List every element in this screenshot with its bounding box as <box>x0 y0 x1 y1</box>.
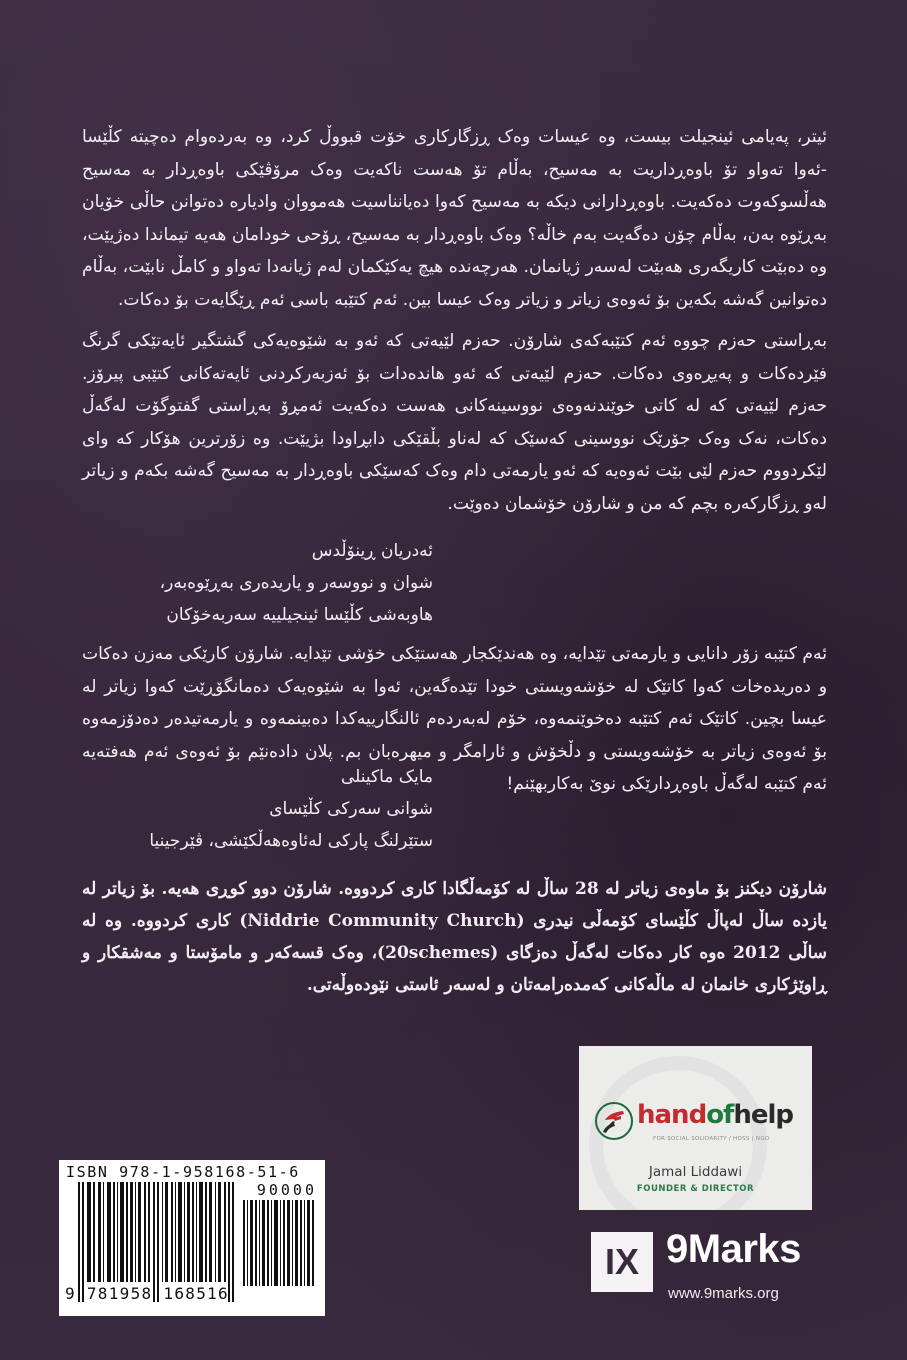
sponsor-tagline: FOR SOCIAL SOLIDARITY / HOSS | NGO <box>653 1136 770 1142</box>
paragraph-text: ئیتر، پەیامی ئینجیلت بیست، وە عیسات وەک ڕزگارکاری خۆت قبووڵ کرد، وە بەردەوام دەچیتە کڵێسا -ئەوا تەواو تۆ باوەڕداریت بە مەسیح، بەڵام تۆ هەست ناکەیت وەک مرۆڤێکی باوەڕدار بە مەسیح هەڵسوکەوت دەکەیت. باوەڕدارانی دیکە بە مەسیح کەوا دەیانناسیت هەمووان وادیارە دەتوانن حاڵی خۆیان بەڕێوە بەن، بەڵام چۆن دەگەیت بەم خاڵە؟ وەک باوەڕدار بە مەسیح، ڕۆحی خودامان هەیە تیماندا دەژیێت، وە دەبێت کاریگەری هەبێت لەسەر ژیانمان. هەرچەندە هیچ یەکێکمان لەم ژیانەدا تەواو و کامڵ نابێت، بەڵام دەتوانین گەشە بکەین بۆ ئەوەی زیاتر و زیاتر وەک عیسا بین. ئەم کتێبە باسی ئەم ڕێگایەت بۆ دەکات. <box>82 127 827 310</box>
sponsor-card <box>579 1046 812 1210</box>
endorser-name: مایک ماکینلی <box>340 767 433 787</box>
endorser-name: ئەدریان ڕینۆڵدس <box>311 541 433 561</box>
ninemarks-ix-logo-icon: IX <box>591 1232 653 1292</box>
endorsement-signature-2 <box>82 761 827 857</box>
endorsement-quote-1 <box>82 325 827 520</box>
paragraph-text: بەڕاستی حەزم چووە ئەم کتێبەکەی شارۆن. حەزم لێیەتی کە ئەو بە شێوەیەکی گشتگیر ئایەتێکی گرنگ فێردەکات و پەیڕەوی دەکات. حەزم لێیەتی کە ئەو هاندەدات بۆ ئەزبەرکردنی ئایەتەکانی کتێبی پیرۆز. حەزم لێیەتی کە لە کاتی خوێندنەوەی نووسینەکانی هەست دەکەیت ئەمڕۆ بەڕاستی گفتوگۆت لەگەڵ دەکات، نەک وەک جۆرێک نووسینی کەسێک کە لەناو بڵقێکی دابڕاودا بژیێت. وە زۆرترین هۆکار کە وای لێکردووم حەزم لێی بێت ئەوەیە کە ئەو یارمەتی دام وەک کەسێکی باوەڕدار بە مەسیح گەشە بکەم و زیاتر لەو ڕزگارکەرە بچم کە من و شارۆن خۆشمان دەوێت. <box>82 331 827 514</box>
publisher-url: www.9marks.org <box>668 1285 779 1302</box>
isbn-label: ISBN 978-1-958168-51-6 <box>66 1163 300 1181</box>
handofhelp-wordmark <box>637 1100 793 1130</box>
wordmark-of: of <box>706 1100 734 1130</box>
paragraph-text: شارۆن دیکنز بۆ ماوەی زیاتر لە 28 ساڵ لە کۆمەڵگادا کاری کردووە. شارۆن دوو کوڕی هەیە. بۆ زیاتر لە یازدە ساڵ لەپاڵ کڵێسای کۆمەڵی نیدری (Niddrie Community Church) کاری کردووە. وە لە ساڵی 2012 ەوە کار دەکات لەگەڵ دەزگای (20schemes)، وەک قسەکەر و مامۆستا و مەشقکار و ڕاوێژکاری خانمان لە ماڵەکانی کەمدەرامەتان و لەسەر ئاستی نێودەوڵەتی. <box>82 879 828 995</box>
isbn-barcode <box>59 1160 325 1316</box>
helping-hands-icon <box>595 1102 633 1140</box>
paragraph-text: ئەم کتێبە زۆر دانایی و یارمەتی تێدایە، وە هەندێکجار هەستێکی خۆشی تێدایە. شارۆن کارێکی مەزن دەکات و دەریدەخات کەوا کاتێک لە خۆشەویستی خودا تێدەگەین، ئەوا بە شێوەیەک دەمانگۆڕێت کەوا زیاتر لە عیسا بچین. کاتێک ئەم کتێبە دەخوێنمەوە، خۆم لەبەردەم ئالنگارییەکدا دەبینمەوە و یارمەتیدەر دەدۆزمەوە بۆ ئەوەی زیاتر بە خۆشەویستی و دڵخۆش و ئارامگر و میهرەبان بم. پلان دادەنێم بۆ ئەوەی ئەم هەفتەیە ئەم کتێبە لەگەڵ باوەڕدارێکی نوێ بەکاربهێنم! <box>82 644 827 794</box>
endorsement-signature-1 <box>82 535 827 631</box>
endorser-title: هاوبەشی کڵێسا ئینجیلییە سەربەخۆکان <box>166 605 433 625</box>
endorser-title: شوانی سەرکی کڵێسای <box>269 799 433 819</box>
wordmark-help: help <box>733 1100 794 1130</box>
sponsor-person-name: Jamal Liddawi <box>648 1164 743 1180</box>
price-code: 90000 <box>256 1181 317 1199</box>
ean-digits: 9 781958 168516 <box>65 1284 229 1303</box>
handofhelp-logo <box>595 1098 805 1148</box>
publisher-name: 9Marks <box>666 1227 801 1271</box>
description-paragraph-1 <box>82 121 827 316</box>
author-bio <box>82 873 827 1001</box>
addon-barcode-bars-icon <box>243 1200 317 1286</box>
endorser-title: شوان و نووسەر و یاریدەری بەڕێوەبەر، <box>159 573 433 593</box>
endorser-title: ستێرلنگ پارکی لەئاوەهەڵکێشی، ڤێرجینیا <box>149 831 433 851</box>
sponsor-person-role: FOUNDER & DIRECTOR <box>636 1184 755 1194</box>
wordmark-hand: hand <box>637 1100 707 1130</box>
